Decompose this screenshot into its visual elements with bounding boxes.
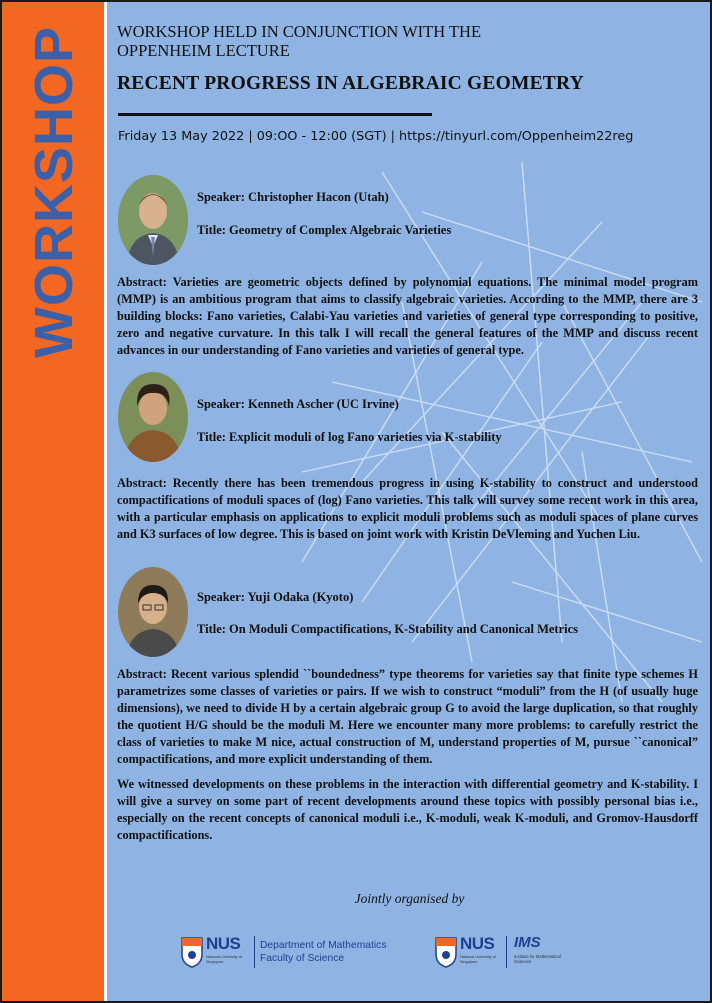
speaker-3-abstract: Abstract: Recent various splendid ``boundedness” type theorems for varieties say that finite type schemes H parametrizes some classes of varieties or pairs. If we wish to construct “moduli” from the H (of usually huge dimensions), we need to divide H by a certain algebraic group G to avoid the large duplication, so that roughly the quotient H/G should be the moduli M. Here we encounter many more problems: to carefully restrict the class of varieties to make M nice, actual construction of M, understand properties of M, pursue ``canonical” compactifications, and more explicit understanding of them.	[117, 667, 698, 766]
logo-divider	[254, 936, 255, 968]
nus-ims-logo	[434, 932, 574, 972]
header-line-1: WORKSHOP HELD IN CONJUNCTION WITH THE	[117, 22, 482, 41]
faculty-name: Faculty of Science	[260, 953, 345, 964]
speaker-3-abstract-continued: We witnessed developments on these problems in the interaction with differential geometry and K-stability. I will give a survey on some part of recent developments around these topics with possibly personal bias i.e., especially on the recent concepts of canonical moduli i.e., K-moduli, weak K-moduli, and Gromov-Hausdorff compactifications.	[117, 777, 698, 842]
speaker-2-name: Speaker: Kenneth Ascher (UC Irvine)	[197, 397, 399, 411]
speaker-1-abstract: Abstract: Varieties are geometric objects defined by polynomial equations. The minimal model program (MMP) is an ambitious program that aims to classify algebraic varieties. According to the MMP, there are 3 building blocks: Fano varieties, Calabi-Yau varieties and varieties of general type corresponding to positive, zero and negative curvature. In this talk I will recall the general features of the MMP and discuss recent advances in our understanding of Fano varieties and varieties of general type.	[117, 275, 698, 357]
speaker-1-name: Speaker: Christopher Hacon (Utah)	[197, 190, 389, 204]
speaker-3-title: Title: On Moduli Compactifications, K-Stability and Canonical Metrics	[197, 622, 579, 636]
jointly-organised-label: Jointly organised by	[354, 891, 465, 906]
title-divider	[118, 113, 432, 116]
speaker-photo-ascher	[118, 372, 188, 462]
nus-subtext: National University of Singapore	[206, 955, 242, 964]
nus-wordmark: NUS	[460, 934, 495, 953]
ims-subtext: Institute for Mathematical Sciences	[514, 954, 561, 964]
nus-subtext: National University of Singapore	[460, 955, 496, 964]
nus-math-logo	[180, 932, 390, 972]
speaker-portrait-icon	[118, 175, 188, 265]
event-meta: Friday 13 May 2022 | 09:OO - 12:00 (SGT) | https://tinyurl.com/Oppenheim22reg	[118, 129, 634, 144]
speaker-2-title: Title: Explicit moduli of log Fano varieties via K-stability	[197, 430, 502, 444]
header-line-2: OPPENHEIM LECTURE	[117, 41, 290, 60]
header-subtitle	[117, 22, 481, 60]
logo-divider	[506, 936, 507, 968]
speaker-1-title: Title: Geometry of Complex Algebraic Varieties	[197, 223, 452, 237]
nus-wordmark: NUS	[206, 934, 241, 953]
speaker-3-name: Speaker: Yuji Odaka (Kyoto)	[197, 590, 354, 604]
nus-crest-icon	[180, 936, 204, 968]
speaker-photo-hacon	[118, 175, 188, 265]
speaker-portrait-icon	[118, 372, 188, 462]
speaker-photo-odaka	[118, 567, 188, 657]
page-title: RECENT PROGRESS IN ALGEBRAIC GEOMETRY	[117, 73, 584, 94]
speaker-2-abstract: Abstract: Recently there has been tremendous progress in using K-stability to construct and understood compactifications of moduli spaces of (log) Fano varieties. This talk will survey some recent work in this area, with a particular emphasis on applications to explicit moduli problems such as moduli spaces of plane curves and K3 surfaces of low degree. This is based on joint work with Kristin DeVleming and Yuchen Liu.	[117, 476, 698, 541]
nus-crest-icon	[434, 936, 458, 968]
speaker-portrait-icon	[118, 567, 188, 657]
sidebar-workshop-label: WORKSHOP	[24, 26, 84, 358]
dept-name: Department of Mathematics	[260, 940, 387, 951]
ims-wordmark: IMS	[514, 934, 541, 951]
